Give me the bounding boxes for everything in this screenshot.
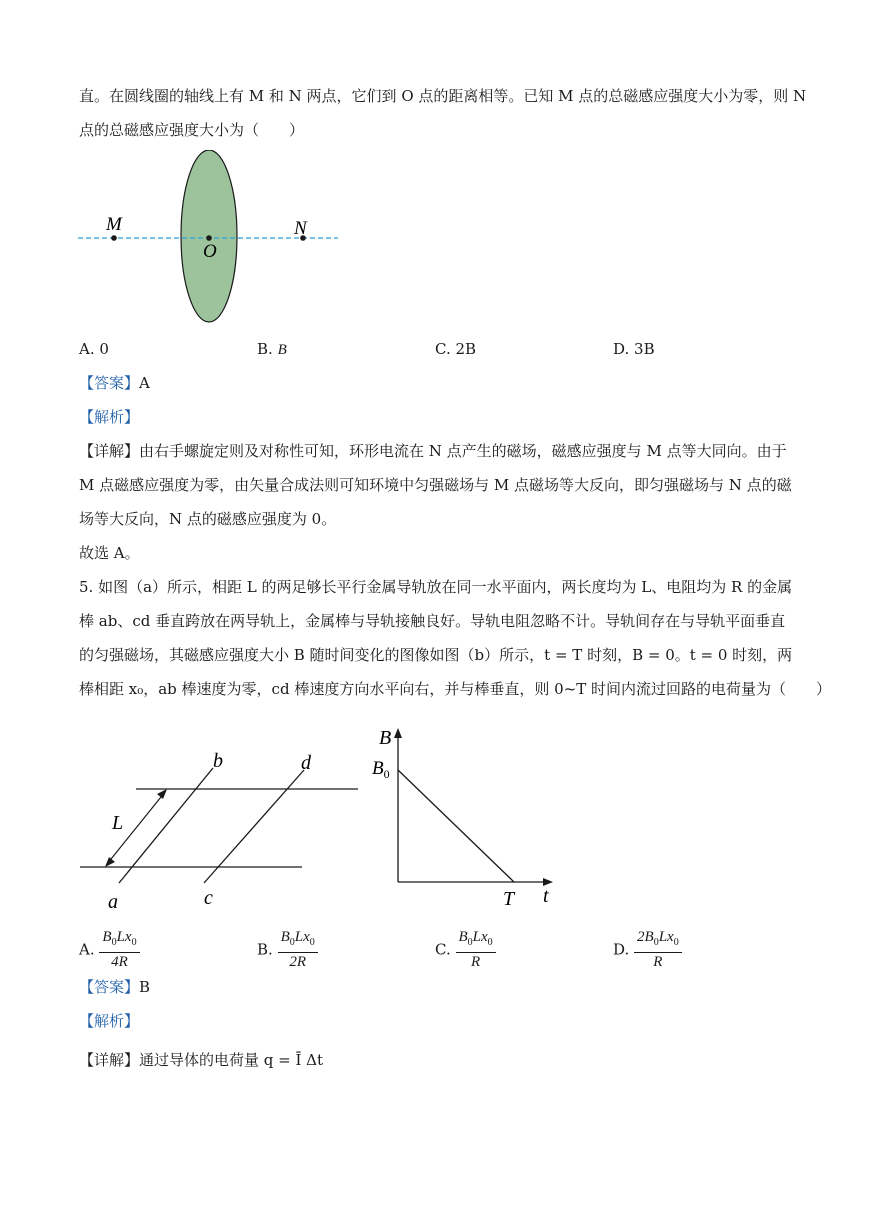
q5-option-a[interactable]: A. $\frac{B_0Lx_0}{4R}$ <box>79 928 140 971</box>
q4-stem-line-2: 点的总磁感应强度大小为（ ） <box>79 121 305 139</box>
x-axis-label: t <box>543 885 549 907</box>
q5-option-b[interactable]: B. $\frac{B_0Lx_0}{2R}$ <box>257 928 318 971</box>
q4-option-c[interactable]: C. 2B <box>435 340 477 358</box>
q5-option-d[interactable]: D. $\frac{2B_0Lx_0}{R}$ <box>613 928 682 971</box>
q4-option-a[interactable]: A. 0 <box>79 340 109 358</box>
q5-figure-b <box>365 722 565 912</box>
q5-detail: 【详解】通过导体的电荷量 q = Ī Δt <box>79 1051 324 1069</box>
q4-conclusion: 故选 A。 <box>79 544 140 562</box>
q5-stem-line-4: 棒相距 x₀，ab 棒速度为零，cd 棒速度方向水平向右，并与棒垂直，则 0~T 时间内流过回路的电荷量为（ ） <box>79 680 831 698</box>
b0-label: $B_0$ <box>372 758 390 781</box>
label-l: L <box>112 812 124 834</box>
label-a: a <box>108 891 118 913</box>
q4-answer: 【答案】A <box>79 374 150 392</box>
point-o <box>206 235 212 241</box>
q4-detail-line-3: 场等大反向，N 点的磁感应强度为 0。 <box>79 510 337 528</box>
t-tick-label: T <box>503 888 515 910</box>
b-decay-line <box>398 770 514 882</box>
label-m: M <box>106 214 122 235</box>
q5-stem-line-1: 5. 如图（a）所示，相距 L 的两足够长平行金属导轨放在同一水平面内，两长度均为 L、电阻均为 R 的金属 <box>79 578 793 596</box>
q4-detail-line-1: 【详解】由右手螺旋定则及对称性可知，环形电流在 N 点产生的磁场，磁感应强度与 M 点等大同向。由于 <box>79 442 787 460</box>
q4-coil-figure <box>70 150 350 330</box>
dimension-arrowhead-bottom <box>105 857 115 867</box>
q4-detail-line-2: M 点磁感应强度为零，由矢量合成法则可知环境中匀强磁场与 M 点磁场等大反向，即匀强磁场与 N 点的磁 <box>79 476 792 494</box>
q5-option-b-fraction: $\frac{B_0Lx_0}{2R}$ <box>278 928 318 971</box>
label-b: b <box>213 750 223 772</box>
dimension-arrowhead-top <box>157 789 167 799</box>
q4-analysis-tag: 【解析】 <box>79 408 140 426</box>
q5-stem-line-2: 棒 ab、cd 垂直跨放在两导轨上，金属棒与导轨接触良好。导轨电阻忽略不计。导轨间存在与导轨平面垂直 <box>79 612 786 630</box>
point-m <box>111 235 117 241</box>
label-o: O <box>203 241 217 262</box>
q4-option-d[interactable]: D. 3B <box>613 340 655 358</box>
q5-stem-line-3: 的匀强磁场，其磁感应强度大小 B 随时间变化的图像如图（b）所示，t = T 时刻，B = 0。t = 0 时刻，两 <box>79 646 793 664</box>
label-n: N <box>294 218 307 239</box>
y-axis-label: B <box>379 727 392 749</box>
q5-option-a-fraction: $\frac{B_0Lx_0}{4R}$ <box>99 928 139 971</box>
rod-ab <box>119 768 213 883</box>
q4-stem-line-1: 直。在圆线圈的轴线上有 M 和 N 两点，它们到 O 点的距离相等。已知 M 点的总磁感应强度大小为零，则 N <box>79 87 807 105</box>
label-c: c <box>204 887 213 909</box>
q5-option-c[interactable]: C. $\frac{B_0Lx_0}{R}$ <box>435 928 496 971</box>
rod-cd <box>204 770 304 883</box>
y-axis-arrowhead <box>394 728 402 738</box>
label-d: d <box>301 752 311 774</box>
q5-answer: 【答案】B <box>79 978 151 996</box>
q5-figure-a <box>70 740 370 915</box>
q5-option-c-fraction: $\frac{B_0Lx_0}{R}$ <box>456 928 496 971</box>
q5-option-d-fraction: $\frac{2B_0Lx_0}{R}$ <box>634 928 682 971</box>
q4-option-b[interactable]: B. B <box>257 340 287 358</box>
q5-analysis-tag: 【解析】 <box>79 1012 140 1030</box>
